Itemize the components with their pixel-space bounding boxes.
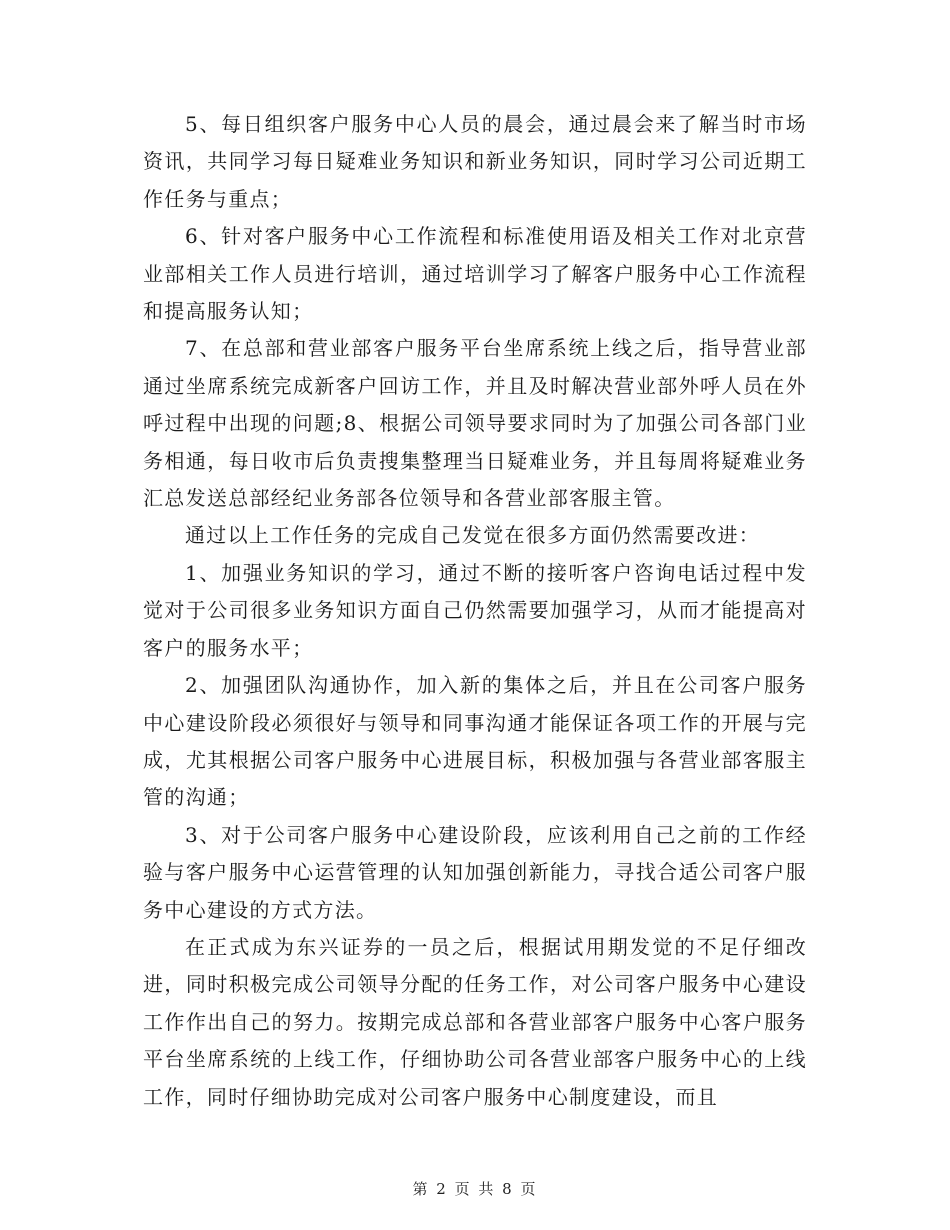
paragraph-improvement-1: 1、加强业务知识的学习，通过不断的接听客户咨询电话过程中发觉对于公司很多业务知识方面自己仍然需要加强学习，从而才能提高对客户的服务水平； — [143, 560, 807, 660]
paragraph-summary-intro: 通过以上工作任务的完成自己发觉在很多方面仍然需要改进： — [185, 523, 761, 548]
paragraph-item-5: 5、每日组织客户服务中心人员的晨会，通过晨会来了解当时市场资讯，共同学习每日疑难业务知识和新业务知识，同时学习公司近期工作任务与重点； — [143, 112, 807, 211]
paragraph-future-plan: 在正式成为东兴证券的一员之后，根据试用期发觉的不足仔细改进，同时积极完成公司领导分配的任务工作，对公司客户服务中心建设工作作出自己的努力。按期完成总部和各营业部客户服务中心客户服务平台坐席系统的上线工作，仔细协助公司各营业部客户服务中心的上线工作，同时仔细协助完成对公司客户服务中心制度建设，而且 — [143, 934, 807, 1109]
paragraph-improvement-3: 3、对于公司客户服务中心建设阶段，应该利用自己之前的工作经验与客户服务中心运营管理的认知加强创新能力，寻找合适公司客户服务中心建设的方式方法。 — [143, 822, 807, 922]
page-number-footer: 第 2 页 共 8 页 — [412, 1180, 538, 1198]
paragraph-item-7-8: 7、在总部和营业部客户服务平台坐席系统上线之后，指导营业部通过坐席系统完成新客户回访工作，并且及时解决营业部外呼人员在外呼过程中出现的问题;8、根据公司领导要求同时为了加强公司各部门业务相通，每日收市后负责搜集整理当日疑难业务，并且每周将疑难业务汇总发送总部经纪业务部各位领导和各营业部客服主管。 — [143, 336, 807, 511]
document-body — [143, 106, 807, 1116]
paragraph-item-6: 6、针对客户服务中心工作流程和标准使用语及相关工作对北京营业部相关工作人员进行培训，通过培训学习了解客户服务中心工作流程和提高服务认知； — [143, 224, 807, 324]
paragraph-improvement-2: 2、加强团队沟通协作，加入新的集体之后，并且在公司客户服务中心建设阶段必须很好与领导和同事沟通才能保证各项工作的开展与完成，尤其根据公司客户服务中心进展目标，积极加强与各营业部客服主管的沟通； — [143, 673, 807, 810]
